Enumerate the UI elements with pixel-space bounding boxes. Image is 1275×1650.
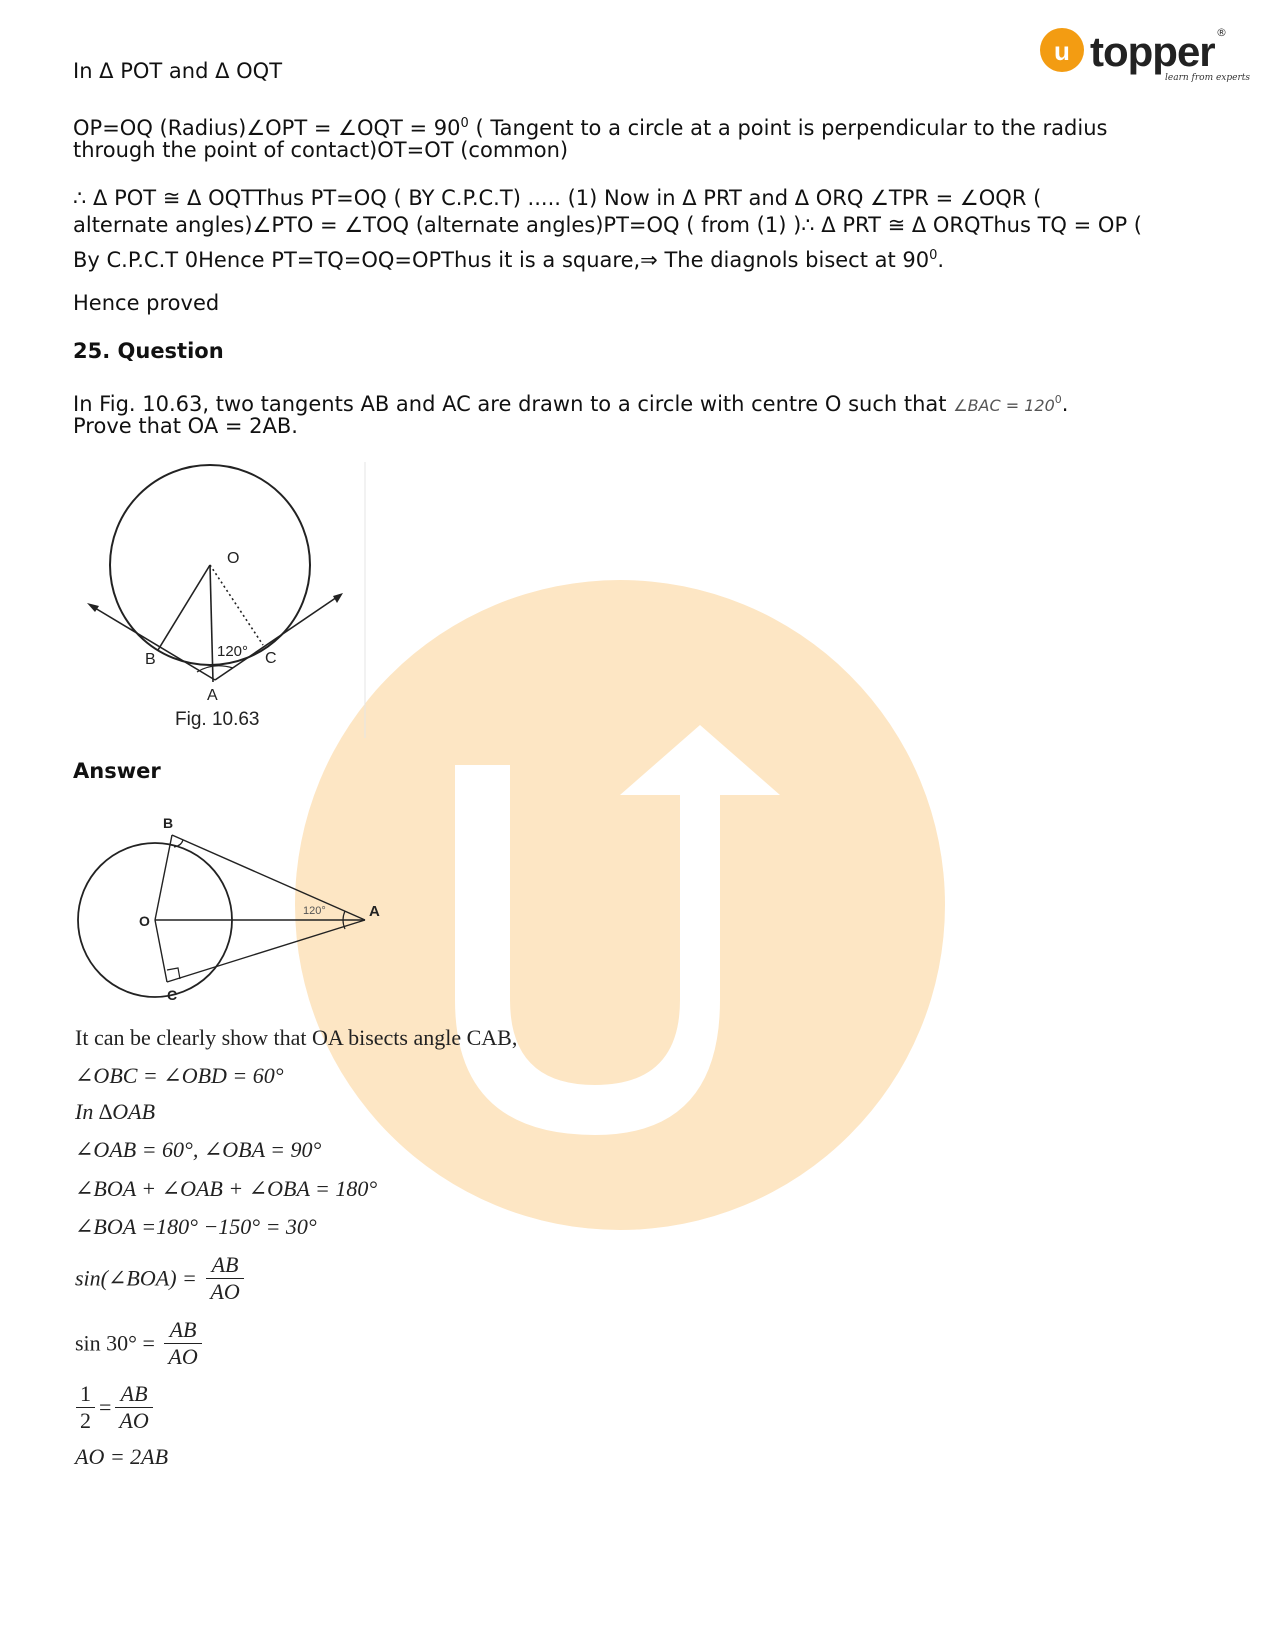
fig2-label-b: B: [163, 815, 174, 831]
fig1-label-c: C: [265, 650, 277, 667]
svg-text:®: ®: [1216, 26, 1227, 39]
answer-heading: Answer: [73, 759, 161, 783]
fig1-label-o: O: [227, 550, 240, 567]
fig2-label-a: A: [369, 903, 380, 920]
solution-line-1: It can be clearly show that OA bisects angle CAB,: [75, 1025, 518, 1050]
figure-10-63: [85, 460, 385, 760]
text-line-5: alternate angles)∠PTO = ∠TOQ (alternate angles)PT=OQ ( from (1) )∴ Δ PRT ≅ Δ ORQThus TQ = OP (: [73, 213, 1142, 237]
solution-line-10: AO = 2AB: [75, 1444, 169, 1469]
solution-line-2: ∠OBC = ∠OBD = 60°: [75, 1063, 284, 1088]
solution-line-3: In ∆OAB: [75, 1099, 156, 1124]
fig2-label-c: C: [167, 987, 178, 1003]
logo-brand: topper: [1090, 28, 1215, 75]
svg-text:learn from experts: learn from experts: [1165, 73, 1251, 83]
solution-line-5: ∠BOA + ∠OAB + ∠OBA = 180°: [75, 1176, 378, 1201]
topper-logo: [1040, 22, 1251, 86]
text-line-6: By C.P.C.T 0Hence PT=TQ=OQ=OPThus it is a square,⇒ The diagnols bisect at $90^0$.: [73, 248, 945, 272]
fig2-angle: 120°: [303, 905, 326, 917]
fig2-label-o: O: [139, 913, 150, 929]
svg-text:u: u: [1054, 36, 1070, 66]
text-line-3: through the point of contact)OT=OT (common): [73, 138, 569, 162]
question-text-2: Prove that OA = 2AB.: [73, 414, 298, 438]
question-text: In Fig. 10.63, two tangents AB and AC are drawn to a circle with centre O such that ∠BAC = $120^0$.: [73, 392, 1069, 416]
text-line-2: OP=OQ (Radius)∠OPT = ∠OQT = $90^0$ ( Tangent to a circle at a point is perpendicular to the radius: [73, 116, 1108, 140]
fig1-angle: 120°: [217, 643, 249, 660]
hence-proved: Hence proved: [73, 291, 220, 315]
solution-line-7: sin(∠BOA) = $\frac{AB}{AO}$: [75, 1252, 248, 1305]
solution-line-6: ∠BOA =180° −150° = 30°: [75, 1214, 317, 1239]
solution-line-4: ∠OAB = 60°, ∠OBA = 90°: [75, 1137, 322, 1162]
fig1-label-b: B: [145, 651, 156, 668]
solution-line-9: $\frac{1}{2}$ = $\frac{AB}{AO}$: [72, 1381, 157, 1434]
fig1-caption: Fig. 10.63: [175, 709, 260, 730]
fig1-label-a: A: [207, 687, 218, 704]
answer-figure: [75, 810, 395, 1040]
text-line-4: ∴ Δ POT ≅ Δ OQTThus PT=OQ ( BY C.P.C.T) ..... (1) Now in Δ PRT and Δ ORQ ∠TPR = ∠OQR (: [73, 186, 1042, 210]
text-line-1: In Δ POT and Δ OQT: [73, 59, 283, 83]
solution-line-8: sin 30° = $\frac{AB}{AO}$: [75, 1317, 206, 1370]
question-heading: 25. Question: [73, 339, 224, 363]
